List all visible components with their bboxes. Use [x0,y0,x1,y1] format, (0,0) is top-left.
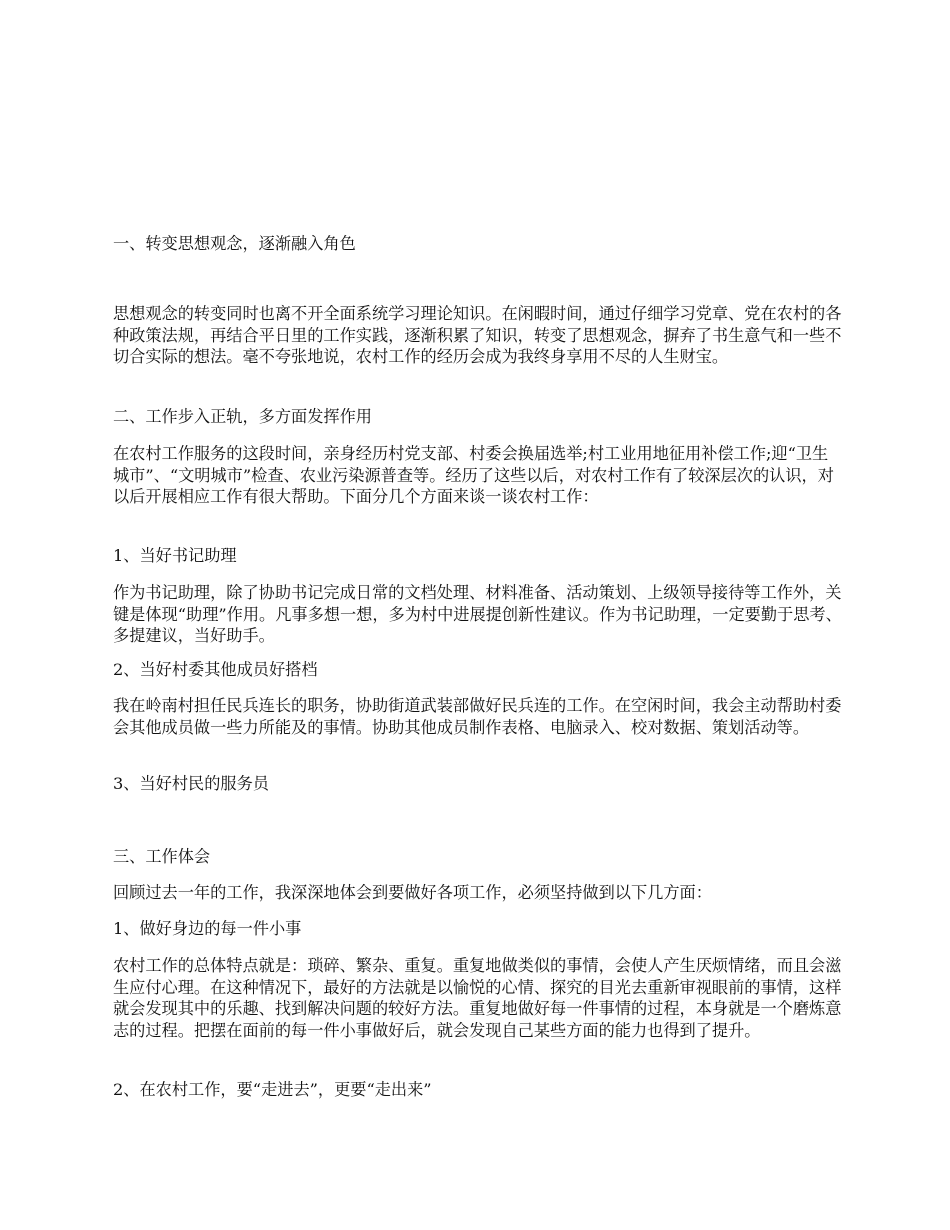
paragraph: 回顾过去一年的工作，我深深地体会到要做好各项工作，必须坚持做到以下几方面： [113,883,712,902]
subheading: 3、当好村民的服务员 [113,774,269,793]
section-heading-2: 二、工作步入正轨，多方面发挥作用 [113,407,372,426]
paragraph: 在农村工作服务的这段时间，亲身经历村党支部、村委会换届选举;村工业用地征用补偿工作;迎“卫生城市”、“文明城市”检查、农业污染源普查等。经历了这些以后，对农村工作有了较深层次的认识，对以后开展相应工作有很大帮助。下面分几个方面来谈一谈农村工作： [113,444,834,506]
subheading: 1、做好身边的每一件小事 [113,919,302,938]
subheading: 2、在农村工作，要“走进去”，更要“走出来” [113,1080,432,1099]
subheading: 1、当好书记助理 [113,546,237,565]
paragraph: 农村工作的总体特点就是：琐碎、繁杂、重复。重复地做类似的事情，会使人产生厌烦情绪，而且会滋生应付心理。在这种情况下，最好的方法就是以愉悦的心情、探究的目光去重新审视眼前的事情，这样就会发现其中的乐趣、找到解决问题的较好方法。重复地做好每一件事情的过程，本身就是一个磨炼意志的过程。把摆在面前的每一件小事做好后，就会发现自己某些方面的能力也得到了提升。 [113,956,842,1040]
subheading: 2、当好村委其他成员好搭档 [113,660,318,679]
paragraph: 我在岭南村担任民兵连长的职务，协助街道武装部做好民兵连的工作。在空闲时间，我会主动帮助村委会其他成员做一些力所能及的事情。协助其他成员制作表格、电脑录入、校对数据、策划活动等。 [113,696,842,737]
section-heading-3: 三、工作体会 [113,847,211,866]
paragraph: 思想观念的转变同时也离不开全面系统学习理论知识。在闲暇时间，通过仔细学习党章、党在农村的各种政策法规，再结合平日里的工作实践，逐渐积累了知识，转变了思想观念，摒弃了书生意气和一些不切合实际的想法。毫不夸张地说，农村工作的经历会成为我终身享用不尽的人生财宝。 [113,304,842,366]
paragraph: 作为书记助理，除了协助书记完成日常的文档处理、材料准备、活动策划、上级领导接待等工作外，关键是体现“助理”作用。凡事多想一想，多为村中进展提创新性建议。作为书记助理，一定要勤于思考、多提建议，当好助手。 [113,583,842,645]
section-heading-1: 一、转变思想观念，逐渐融入角色 [113,234,356,253]
